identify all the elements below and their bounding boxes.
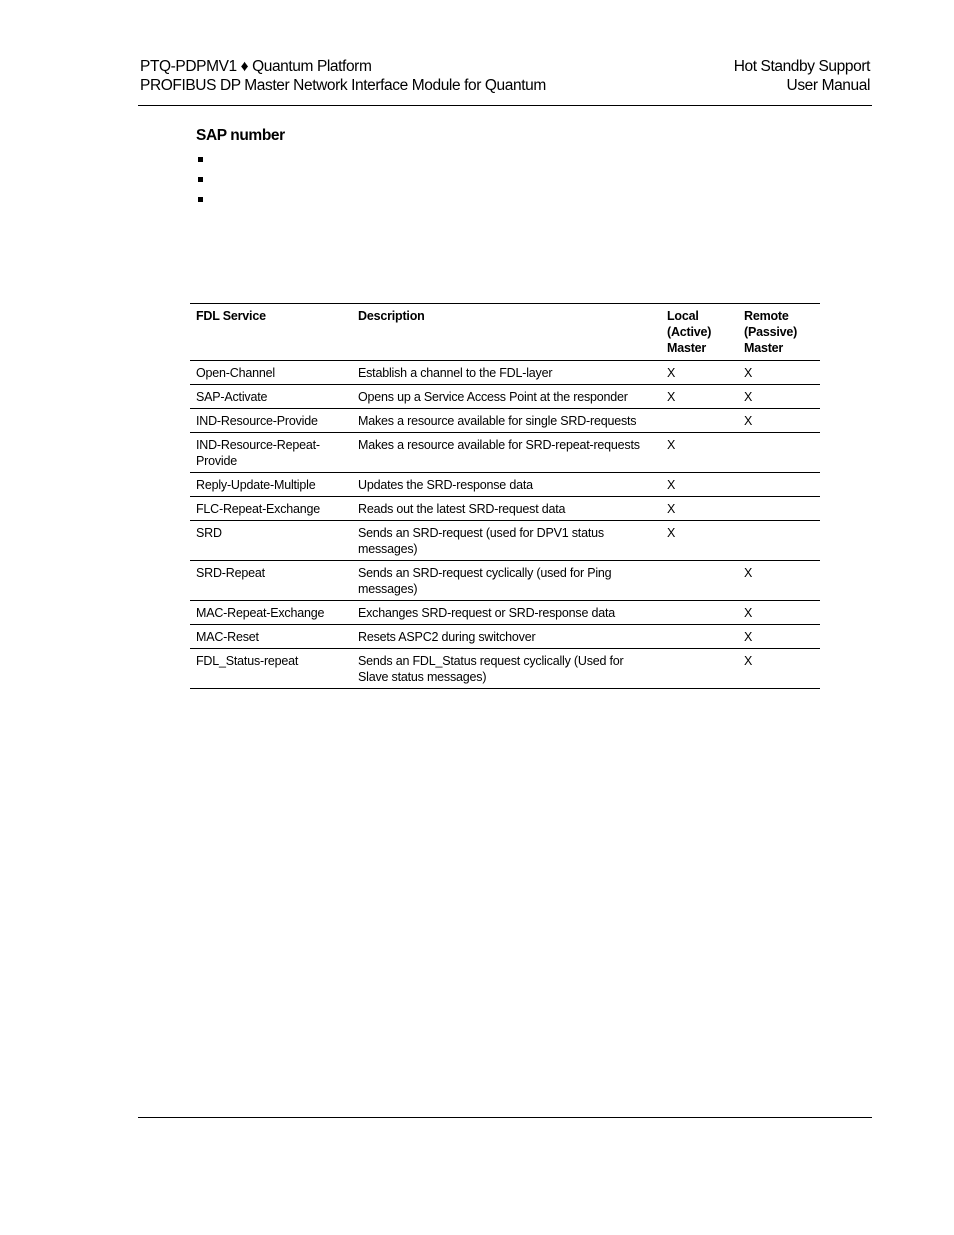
cell-local-master: X [661,497,738,521]
header-product-description: PROFIBUS DP Master Network Interface Module for Quantum [140,77,546,94]
cell-description: Exchanges SRD-request or SRD-response data [352,601,661,625]
footer-divider [138,1117,872,1118]
column-header-local-master: Local (Active) Master [661,304,738,361]
cell-fdl-service: MAC-Repeat-Exchange [190,601,352,625]
table-row [190,497,820,521]
cell-description: Sends an SRD-request (used for DPV1 status messages) [352,521,661,561]
cell-description: Sends an FDL_Status request cyclically (Used for Slave status messages) [352,649,661,689]
cell-remote-master: X [738,361,820,385]
cell-description: Makes a resource available for single SRD-requests [352,409,661,433]
cell-local-master [661,409,738,433]
header-document-type: User Manual [786,77,870,94]
table-header-row [190,304,820,361]
cell-fdl-service: Open-Channel [190,361,352,385]
header-divider [138,105,872,106]
table-row [190,649,820,689]
cell-local-master [661,601,738,625]
bullet-square-icon [198,177,203,182]
header-right [734,57,870,95]
cell-remote-master: X [738,385,820,409]
header-product-line: PTQ-PDPMV1 ♦ Quantum Platform [140,58,372,75]
cell-fdl-service: SRD-Repeat [190,561,352,601]
table-row [190,433,820,473]
column-header-description: Description [352,304,661,361]
cell-remote-master [738,497,820,521]
cell-remote-master: X [738,625,820,649]
cell-description: Establish a channel to the FDL-layer [352,361,661,385]
table-row [190,561,820,601]
table-row [190,625,820,649]
cell-fdl-service: IND-Resource-Repeat-Provide [190,433,352,473]
cell-remote-master: X [738,649,820,689]
cell-local-master: X [661,433,738,473]
column-header-remote-master: Remote (Passive) Master [738,304,820,361]
cell-description: Resets ASPC2 during switchover [352,625,661,649]
table-body [190,361,820,689]
table-row [190,521,820,561]
table-row [190,361,820,385]
header-left [140,57,546,95]
table-row [190,601,820,625]
cell-fdl-service: MAC-Reset [190,625,352,649]
table-row [190,385,820,409]
cell-fdl-service: SAP-Activate [190,385,352,409]
cell-fdl-service: IND-Resource-Provide [190,409,352,433]
cell-fdl-service: FLC-Repeat-Exchange [190,497,352,521]
header-section-name: Hot Standby Support [733,58,870,75]
cell-fdl-service: Reply-Update-Multiple [190,473,352,497]
cell-description: Opens up a Service Access Point at the responder [352,385,661,409]
cell-description: Makes a resource available for SRD-repeat-requests [352,433,661,473]
cell-description: Sends an SRD-request cyclically (used for Ping messages) [352,561,661,601]
cell-description: Reads out the latest SRD-request data [352,497,661,521]
cell-fdl-service: FDL_Status-repeat [190,649,352,689]
cell-local-master: X [661,473,738,497]
cell-remote-master: X [738,409,820,433]
cell-remote-master: X [738,601,820,625]
cell-local-master: X [661,361,738,385]
cell-remote-master [738,521,820,561]
table-row [190,473,820,497]
bullet-square-icon [198,157,203,162]
cell-local-master [661,561,738,601]
cell-local-master [661,649,738,689]
cell-local-master [661,625,738,649]
cell-remote-master [738,473,820,497]
bullet-square-icon [198,197,203,202]
fdl-service-table [190,303,820,689]
section-title: SAP number [196,127,285,144]
cell-local-master: X [661,521,738,561]
cell-description: Updates the SRD-response data [352,473,661,497]
cell-remote-master [738,433,820,473]
cell-remote-master: X [738,561,820,601]
table-row [190,409,820,433]
cell-fdl-service: SRD [190,521,352,561]
cell-local-master: X [661,385,738,409]
column-header-fdl-service: FDL Service [190,304,352,361]
